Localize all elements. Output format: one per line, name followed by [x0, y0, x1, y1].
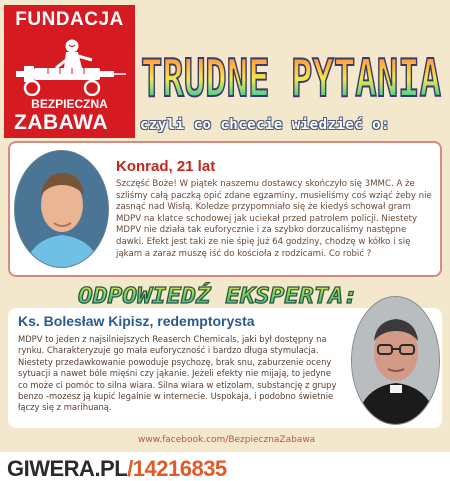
questioner-name: Konrad, 21 lat	[116, 158, 216, 175]
title-graphic	[136, 6, 446, 114]
page-title: TRUDNE PYTANIA	[141, 49, 441, 109]
logo-middle-text: BEZPIECZNA	[31, 97, 108, 111]
question-text: Szczęść Boże! W piątek naszemu dostawcy skończyło się 3MMC. A że szliśmy całą paczką opić zdane egzaminy, musieliśmy coś wziąć żeby nie zasnąć nad Wisłą. Koledze przypomniało się że kiedyś schował gram MDPV na klatce schodowej jak uciekał przed patrolem policji. Niestety MDPV nie działa tak euforycznie i za szybko dorzucaliśmy następne dawki. Efekt jest taki ze nie śpię już 64 godziny, chodzę w kółko i się jąkam a zaraz muszę iść do kościoła z rodzicami. Co robić ?	[116, 179, 432, 259]
logo-top-text: FUNDACJA	[15, 9, 124, 30]
watermark-id: /14216835	[127, 456, 227, 481]
rider-icon	[56, 40, 92, 69]
watermark	[7, 456, 227, 481]
answer-text: MDPV to jeden z najsilniejszych Reaserch Chemicals, jaki był dostępny na rynku. Charakteryzuje go mała euforyczność i bardzo długa stymulacja. Niestety przedawkowanie powoduje psychozę, brak snu, zaburzenie oceny sytuacji a nawet bóle mięśni czy jąkanie. Jeżeli efekty nie mijają, to jedyne co może ci pomóc to silna wiara. Silna wiara w etizolam, substancję z grupy benzo -mozesz ją kupić legalnie w internecie. Uspokaja, i podobno świetnie łączy się z marihuaną.	[18, 334, 337, 413]
answer-banner	[76, 282, 360, 308]
expert-photo	[351, 296, 440, 425]
questioner-photo	[14, 150, 109, 268]
expert-name: Ks. Bolesław Kipisz, redemptorysta	[18, 313, 255, 329]
watermark-site: GIWERA.PL	[7, 456, 128, 481]
syringe-icon	[16, 66, 126, 95]
answer-banner-text: ODPOWIEDŹ EKSPERTA:	[78, 284, 330, 308]
facebook-url[interactable]: www.facebook.com/BezpiecznaZabawa	[138, 435, 316, 445]
logo-bottom-text: ZABAWA	[14, 111, 108, 134]
logo-illustration	[12, 38, 128, 96]
page-subtitle: czyli co chcecie wiedzieć o:	[140, 117, 391, 133]
foundation-logo	[4, 5, 135, 138]
